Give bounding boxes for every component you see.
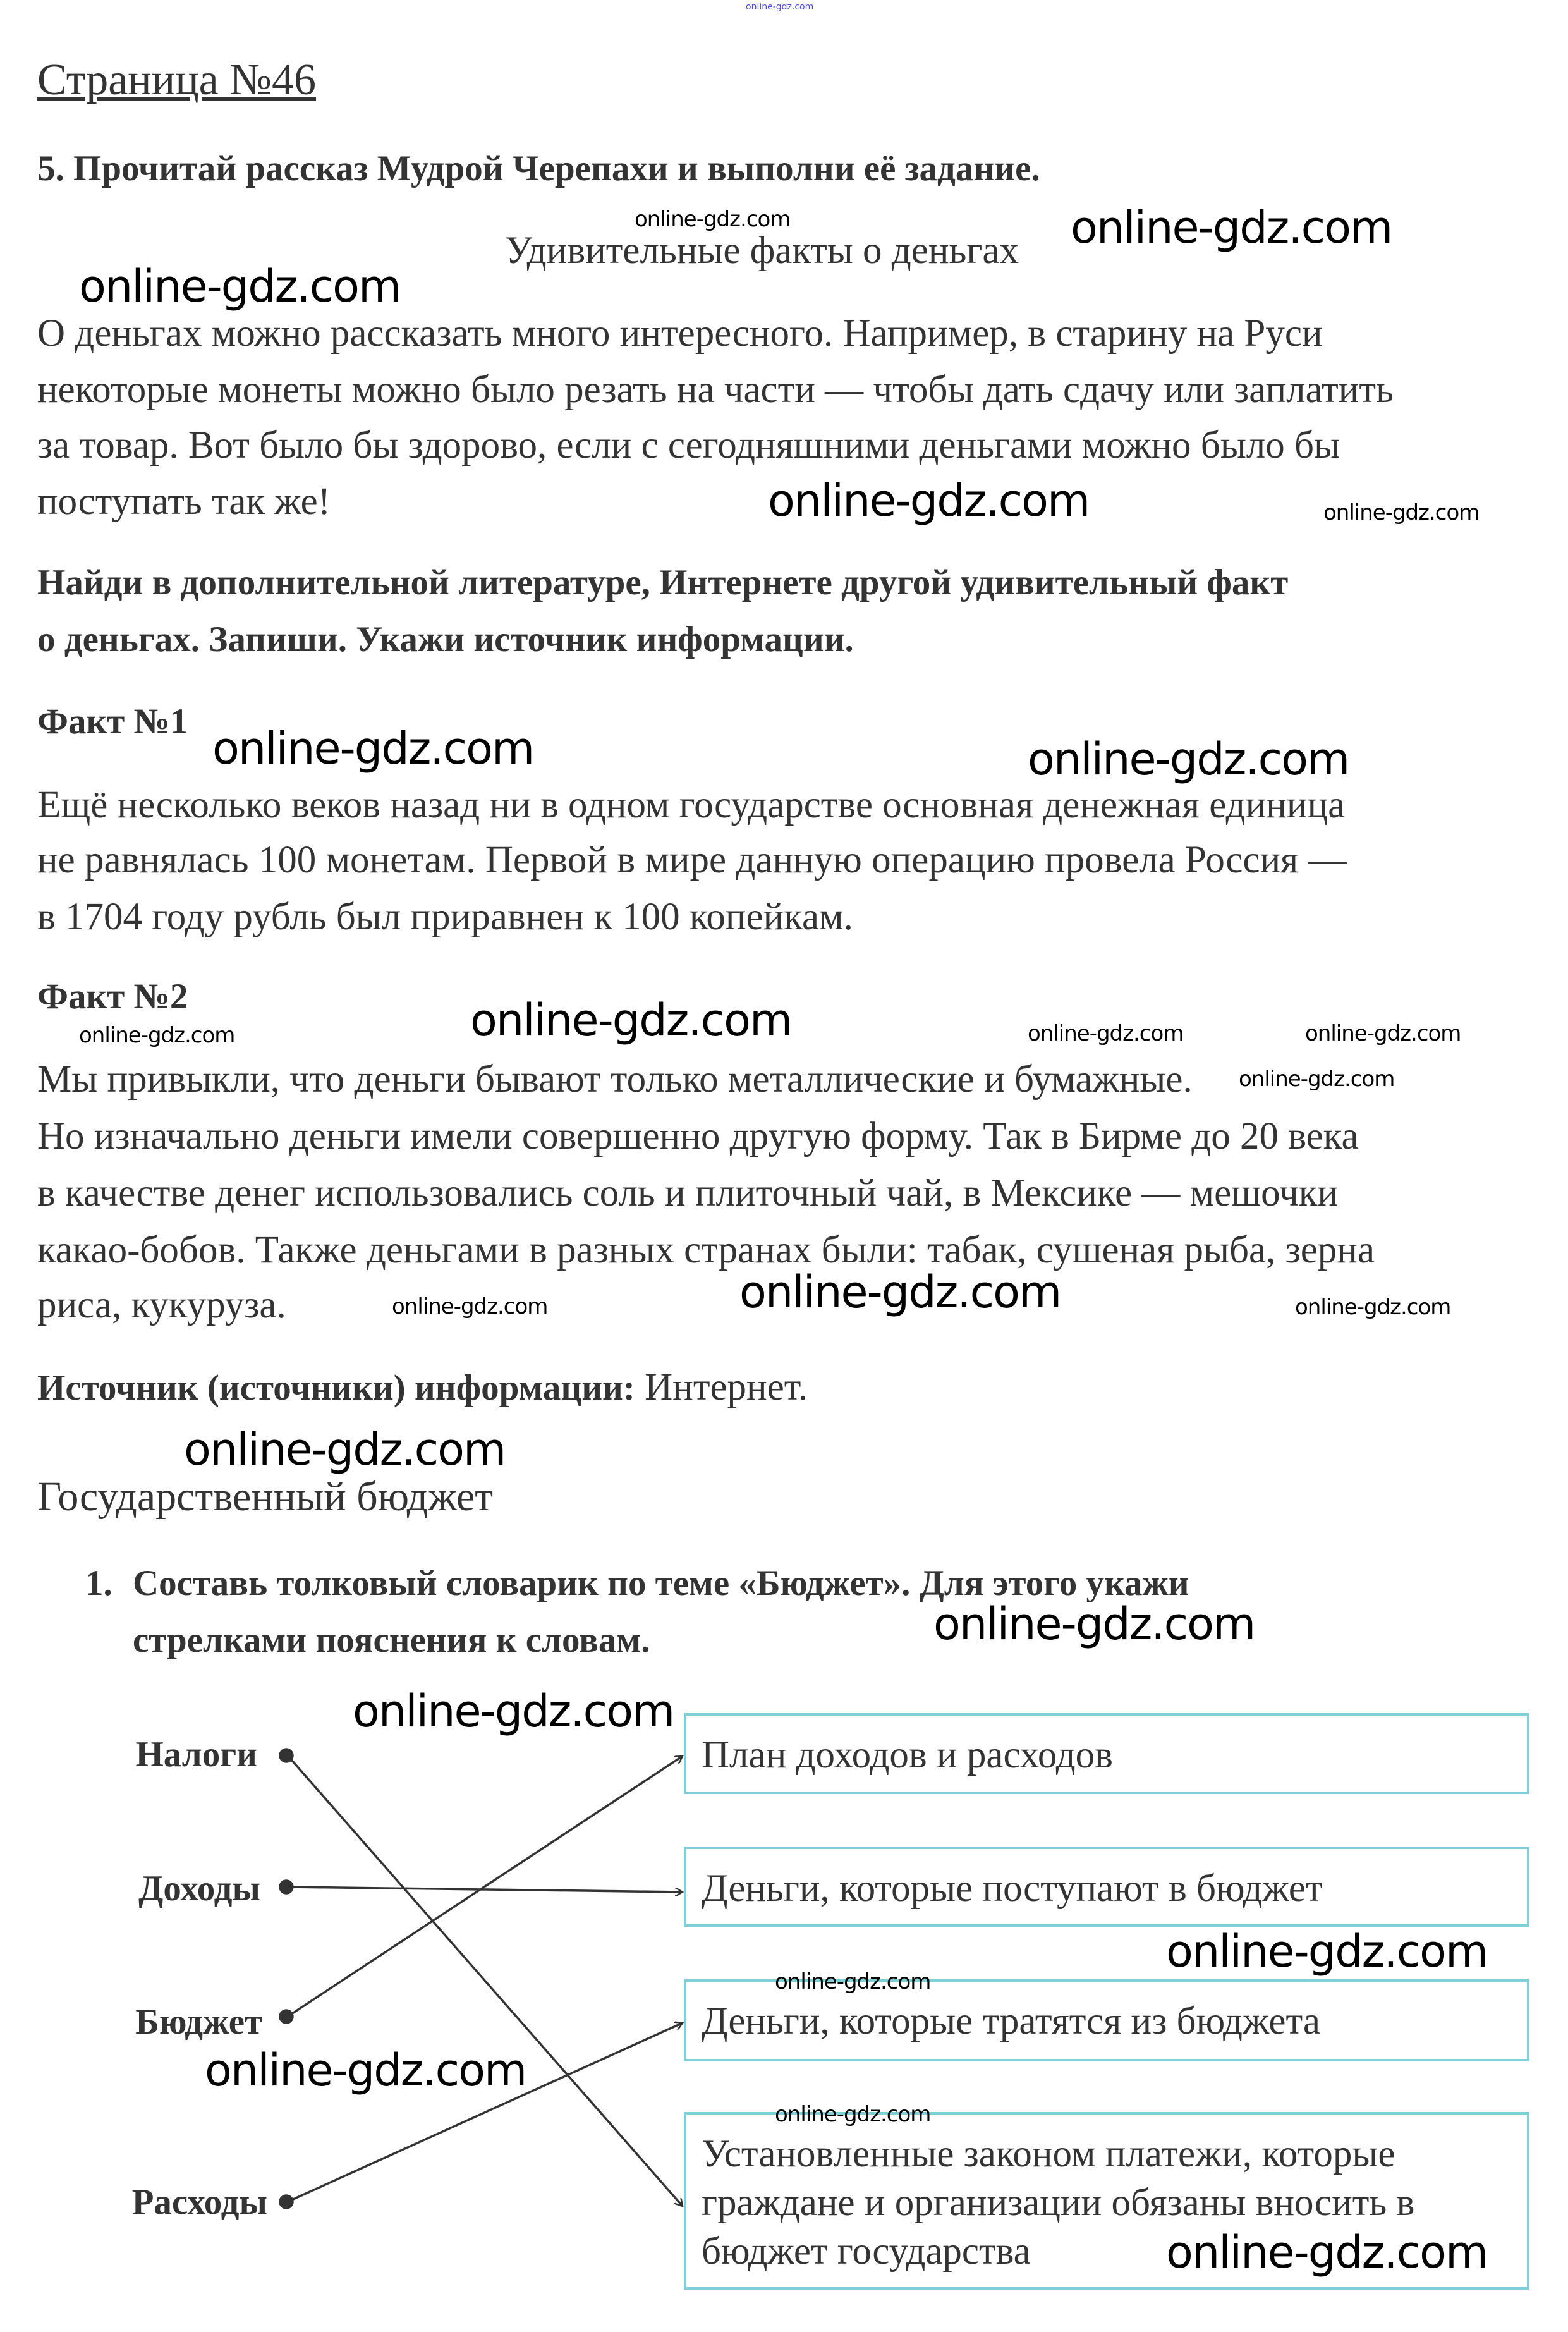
term-dot (280, 2195, 293, 2208)
story-line: О деньгах можно рассказать много интересного. Например, в старину на Руси (37, 312, 1323, 355)
page-title: Страница №46 (37, 56, 317, 104)
watermark: online-gdz.com (79, 1023, 235, 1048)
watermark: online-gdz.com (775, 2102, 931, 2127)
definition-text: Деньги, которые тратятся из бюджета (702, 2000, 1320, 2042)
watermark: online-gdz.com (933, 1598, 1255, 1650)
definition-box (684, 1847, 1529, 1927)
term-dohody: Доходы (138, 1869, 260, 1908)
story-title: Удивительные факты о деньгах (505, 229, 1019, 272)
fact2-line: в качестве денег использовались соль и плиточный чай, в Мексике — мешочки (37, 1172, 1339, 1214)
watermark: online-gdz.com (1295, 1295, 1451, 1320)
term-rashody: Расходы (131, 2182, 267, 2222)
definition-text: План доходов и расходов (702, 1734, 1113, 1776)
source-value: Интернет. (635, 1366, 808, 1408)
definition-text: Деньги, которые поступают в бюджет (702, 1867, 1323, 1910)
fact1-line: Ещё несколько веков назад ни в одном государстве основная денежная единица (37, 784, 1346, 826)
watermark: online-gdz.com (739, 1266, 1061, 1318)
fact2-label: Факт №2 (37, 977, 188, 1016)
watermark: online-gdz.com (205, 2044, 526, 2096)
watermark: online-gdz.com (1028, 733, 1349, 785)
watermark: online-gdz.com (212, 723, 534, 774)
term-nalogi: Налоги (135, 1735, 257, 1774)
arrow-dohody (288, 1887, 683, 1892)
story-line: поступать так же! (37, 480, 331, 523)
watermark: online-gdz.com (470, 994, 792, 1046)
watermark: online-gdz.com (392, 1294, 548, 1319)
watermark: online-gdz.com (1166, 2226, 1488, 2278)
fact1-line: не равнялась 100 монетам. Первой в мире данную операцию провела Россия — (37, 839, 1347, 881)
watermark: online-gdz.com (353, 1685, 674, 1737)
term-byudzhet: Бюджет (135, 2002, 262, 2042)
fact2-line: какао-бобов. Также деньгами в разных странах были: табак, сушеная рыба, зерна (37, 1229, 1375, 1271)
watermark: online-gdz.com (635, 207, 791, 232)
term-dot (280, 1749, 293, 1762)
fact2-line: Но изначально деньги имели совершенно другую форму. Так в Бирме до 20 века (37, 1115, 1359, 1157)
task1-line: Составь толковый словарик по теме «Бюджет». Для этого укажи (133, 1563, 1189, 1603)
watermark-top: online-gdz.com (746, 2, 814, 12)
definition-text: Установленные законом платежи, которые граждане и организации обязаны вносить в бюджет государства (702, 2133, 1415, 2273)
watermark: online-gdz.com (775, 1969, 931, 1994)
term-dot (280, 2010, 293, 2023)
fact1-line: в 1704 году рубль был приравнен к 100 копейкам. (37, 896, 853, 938)
fact2-line: риса, кукуруза. (37, 1284, 286, 1326)
watermark: online-gdz.com (1239, 1066, 1395, 1092)
fact2-line: Мы привыкли, что деньги бывают только металлические и бумажные. (37, 1058, 1193, 1101)
source-label: Источник (источники) информации: (37, 1368, 635, 1408)
watermark: online-gdz.com (79, 260, 401, 312)
task5-heading: 5. Прочитай рассказ Мудрой Черепахи и выполни её задание. (37, 149, 1040, 188)
watermark: online-gdz.com (1166, 1926, 1488, 1977)
watermark: online-gdz.com (184, 1424, 506, 1475)
definition-box (684, 1713, 1529, 1794)
instruction-line: Найди в дополнительной литературе, Интернете другой удивительный факт (37, 563, 1289, 602)
fact1-label: Факт №1 (37, 702, 188, 742)
watermark: online-gdz.com (1323, 500, 1480, 525)
budget-title: Государственный бюджет (37, 1474, 494, 1520)
watermark: online-gdz.com (1305, 1021, 1461, 1046)
watermark: online-gdz.com (768, 475, 1090, 527)
story-line: некоторые монеты можно было резать на части — чтобы дать сдачу или заплатить (37, 369, 1394, 411)
story-line: за товар. Вот было бы здорово, если с сегодняшними деньгами можно было бы (37, 424, 1340, 467)
term-dot (280, 1881, 293, 1893)
watermark: online-gdz.com (1028, 1021, 1184, 1046)
task1-number: 1. (85, 1563, 112, 1603)
task1-line: стрелками пояснения к словам. (133, 1620, 650, 1660)
arrow-nalogi (288, 1755, 683, 2206)
watermark: online-gdz.com (1071, 202, 1392, 253)
instruction-line: о деньгах. Запиши. Укажи источник информации. (37, 620, 854, 659)
arrow-byudzhet (288, 1756, 683, 2017)
